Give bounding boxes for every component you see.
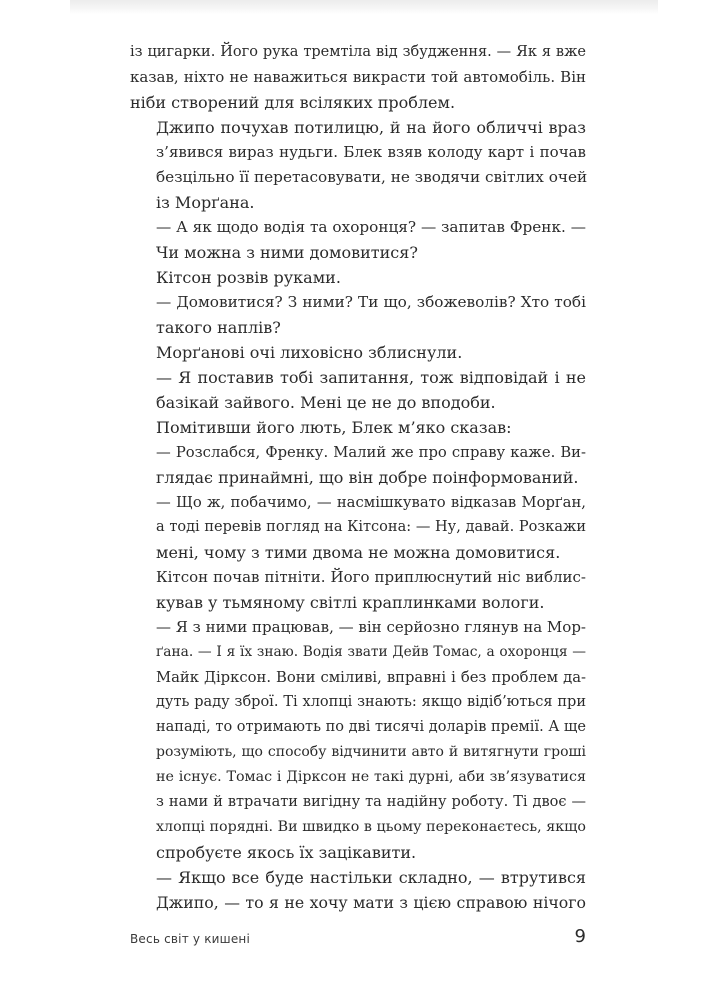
text-line: Джипо, — то я не хочу мати з цією справою нічого (156, 893, 586, 912)
text-line: мені, чому з тими двома не можна домовитися. (156, 543, 561, 562)
text-line: Помітивши його лють, Блек м’яко сказав: (156, 418, 512, 437)
text-line: Кітсон розвів руками. (156, 268, 341, 287)
text-line: хлопці порядні. Ви швидко в цьому переконаєтесь, якщо (156, 819, 586, 835)
text-line: безцільно її перетасовувати, не зводячи світлих очей (156, 168, 588, 186)
text-line: кував у тьмяному світлі краплинками вологи. (156, 593, 545, 612)
paragraph (130, 615, 586, 865)
text-line: нападі, то отримають по дві тисячі доларів премії. А ще (156, 719, 586, 735)
text-line: Майк Дірксон. Вони сміливі, вправні і без проблем да- (156, 669, 586, 686)
text-line: — Розслабся, Френку. Малий же про справу каже. Ви- (156, 444, 586, 461)
text-line: із цигарки. Його рука тремтіла від збудження. — Як я вже (130, 44, 586, 60)
paragraph (130, 340, 586, 365)
text-line: розуміють, що способу відчинити авто й витягнути гроші (156, 744, 586, 760)
text-line: не існує. Томас і Дірксон не такі дурні, аби зв’язуватися (156, 769, 586, 785)
page-footer (130, 926, 586, 956)
page-body-text (130, 40, 586, 915)
text-line: ніби створений для всіляких проблем. (130, 93, 456, 112)
paragraph (130, 115, 586, 215)
text-line: — Я поставив тобі запитання, тож відповідай і не (156, 368, 586, 387)
paragraph (130, 865, 586, 915)
text-line: Джипо почухав потилицю, й на його обличчі враз (156, 118, 586, 137)
page-top-shadow (70, 0, 658, 14)
text-line: глядає принаймні, що він добре поінформований. (156, 468, 579, 487)
text-line: — Домовитися? З ними? Ти що, збожеволів? Хто тобі (156, 293, 586, 311)
text-line: — Що ж, побачимо, — насмішкувато відказав Морґан, (156, 494, 586, 511)
paragraph (130, 290, 586, 340)
text-line: Чи можна з ними домовитися? (156, 243, 418, 262)
paragraph (130, 40, 586, 115)
text-line: такого наплів? (156, 318, 281, 337)
paragraph (130, 440, 586, 490)
text-line: дуть раду зброї. Ті хлопці знають: якщо відіб’ються при (156, 694, 586, 710)
text-line: з’явився вираз нудьги. Блек взяв колоду карт і почав (156, 143, 586, 161)
text-line: — А як щодо водія та охоронця? — запитав Френк. — (156, 218, 586, 236)
paragraph (130, 365, 586, 415)
paragraph (130, 490, 586, 565)
text-line: ґана. — І я їх знаю. Водія звати Дейв Томас, а охоронця — (156, 644, 586, 660)
text-line: — Я з ними працював, — він серйозно глянув на Мор- (156, 618, 586, 636)
text-line: казав, ніхто не наважиться викрасти той автомобіль. Він (130, 68, 586, 86)
text-line: базікай зайвого. Мені це не до вподоби. (156, 393, 496, 412)
text-line: а тоді перевів погляд на Кітсона: — Ну, давай. Розкажи (156, 519, 586, 535)
text-line: спробуєте якось їх зацікавити. (156, 843, 417, 862)
paragraph (130, 215, 586, 265)
paragraph (130, 265, 586, 290)
text-line: Морґанові очі лиховісно зблиснули. (156, 343, 463, 362)
text-line: із Морґана. (156, 193, 255, 212)
page-number: 9 (574, 926, 586, 947)
text-line: з нами й втрачати вигідну та надійну роботу. Ті двоє — (156, 794, 586, 810)
paragraph (130, 415, 586, 440)
text-line: Кітсон почав пітніти. Його приплюснутий ніс виблис- (156, 568, 586, 586)
running-title: Весь світ у кишені (130, 932, 251, 946)
paragraph (130, 565, 586, 615)
text-line: — Якщо все буде настільки складно, — втрутився (156, 868, 586, 887)
